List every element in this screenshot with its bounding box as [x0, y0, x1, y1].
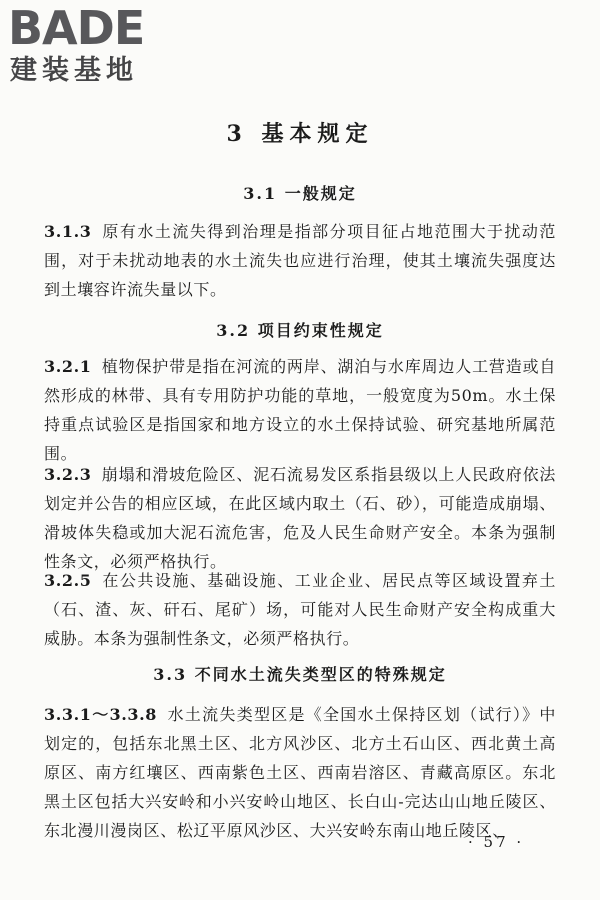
clause-number: 3.3.1～3.3.8	[44, 705, 157, 724]
logo-mark: BADE	[8, 1, 145, 55]
bade-logo	[8, 2, 178, 94]
page-number: · 57 ·	[468, 833, 525, 851]
clause-text: 崩塌和滑坡危险区、泥石流易发区系指县级以上人民政府依法划定并公告的相应区域，在此区域内取土（石、砂），可能造成崩塌、滑坡体失稳或加大泥石流危害，危及人民生命财产安全。本条为强制性条文，必须严格执行。	[44, 465, 556, 571]
clause-3-2-1	[44, 352, 556, 468]
clause-3-2-3	[44, 460, 556, 576]
section-3-2-heading: 3.2 项目约束性规定	[216, 321, 384, 340]
clause-number: 3.2.1	[44, 357, 92, 376]
clause-text: 原有水土流失得到治理是指部分项目征占地范围大于扰动范围，对于未扰动地表的水土流失也应进行治理，使其土壤流失强度达到土壤容许流失量以下。	[44, 222, 556, 299]
clause-text: 水土流失类型区是《全国水土保持区划（试行）》中划定的，包括东北黑土区、北方风沙区、北方土石山区、西北黄土高原区、南方红壤区、西南紫色土区、西南岩溶区、青藏高原区。东北黑土区包括大兴安岭和小兴安岭山地区、长白山-完达山山地丘陵区、东北漫川漫岗区、松辽平原风沙区、大兴安岭东南山地丘陵区、	[44, 705, 556, 840]
clause-3-1-3	[44, 217, 556, 304]
clause-number: 3.2.5	[44, 571, 92, 590]
clause-number: 3.1.3	[44, 222, 92, 241]
clause-text: 在公共设施、基础设施、工业企业、居民点等区域设置弃土（石、渣、灰、矸石、尾矿）场，可能对人民生命财产安全构成重大威胁。本条为强制性条文，必须严格执行。	[44, 571, 556, 648]
logo-subtitle: 建装基地	[10, 55, 138, 86]
clause-3-3-1-to-3-3-8	[44, 700, 556, 845]
section-3-1-heading: 3.1 一般规定	[243, 184, 357, 203]
section-3-3-heading: 3.3 不同水土流失类型区的特殊规定	[153, 665, 447, 684]
clause-3-2-5	[44, 566, 556, 653]
clause-number: 3.2.3	[44, 465, 92, 484]
chapter-title: 3 基本规定	[226, 121, 374, 147]
clause-text: 植物保护带是指在河流的两岸、湖泊与水库周边人工营造或自然形成的林带、具有专用防护功能的草地，一般宽度为50m。水土保持重点试验区是指国家和地方设立的水土保持试验、研究基地所属范围。	[44, 357, 556, 463]
